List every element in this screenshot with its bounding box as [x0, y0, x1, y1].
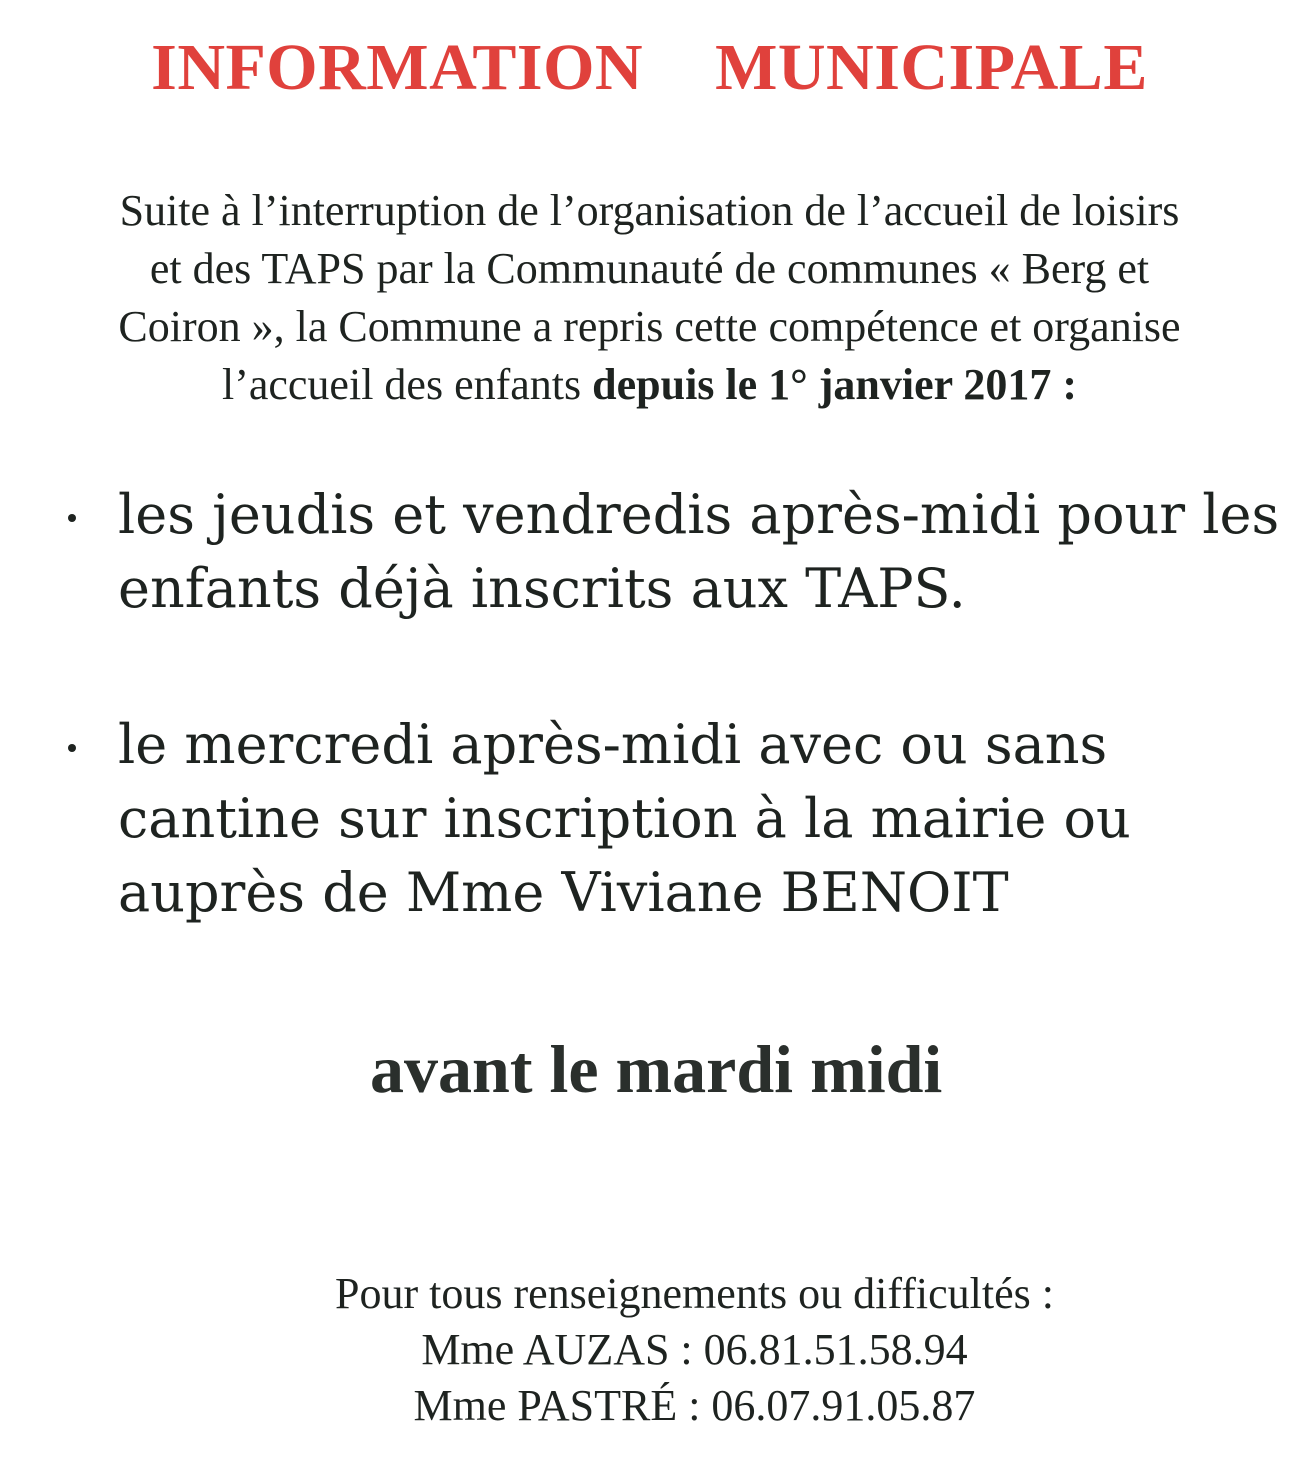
page-title: INFORMATION MUNICIPALE [151, 31, 1148, 104]
list-item-line: cantine sur inscription à la mairie ou [118, 787, 1131, 850]
start-date: depuis le 1° janvier 2017 : [592, 360, 1078, 409]
bullet-icon [68, 514, 76, 522]
intro-line-4 [30, 356, 1269, 414]
intro-line-3: Coiron », la Commune a repris cette compétence et organise [118, 302, 1181, 351]
list-item-line: auprès de Mme Viviane BENOIT [118, 861, 1009, 924]
list-item-line: les jeudis et vendredis après-midi pour les [118, 483, 1280, 546]
list-item-line: enfants déjà inscrits aux TAPS. [118, 557, 966, 620]
intro-paragraph [30, 182, 1269, 414]
list-item-line: le mercredi après-midi avec ou sans [118, 713, 1108, 776]
contact-pastre: Mme PASTRÉ : 06.07.91.05.87 [413, 1381, 976, 1430]
bullet-icon [68, 744, 76, 752]
contact-auzas: Mme AUZAS : 06.81.51.58.94 [421, 1325, 968, 1374]
contact-block [0, 1266, 1299, 1434]
intro-line-1: Suite à l’interruption de l’organisation de l’accueil de loisirs [119, 186, 1180, 235]
deadline-notice: avant le mardi midi [370, 1031, 943, 1107]
list-item-text [118, 708, 1268, 930]
contact-heading: Pour tous renseignements ou difficultés : [335, 1269, 1054, 1318]
list-item-text [118, 478, 1280, 626]
intro-line-4-prefix: l’accueil des enfants [221, 360, 593, 409]
intro-line-2: et des TAPS par la Communauté de communes « Berg et [149, 244, 1150, 293]
